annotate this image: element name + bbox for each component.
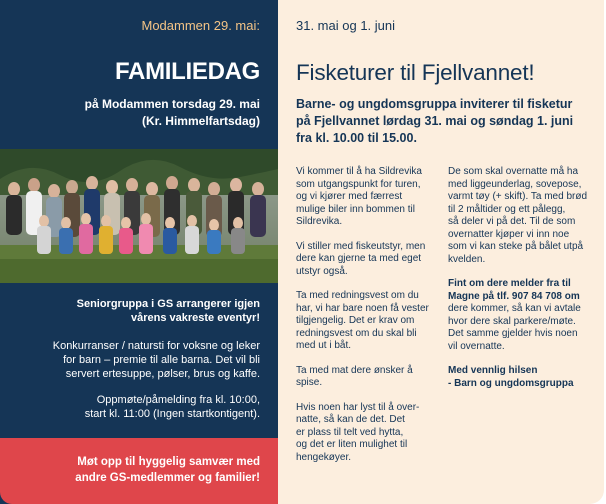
text-line: hvor dere skal parkere/møte. bbox=[448, 315, 576, 327]
text-line: med liggeunderlag, sovepose, bbox=[448, 178, 582, 190]
text-line: utstyr også. bbox=[296, 265, 348, 277]
text-line: vil overnatte. bbox=[448, 340, 505, 352]
text-line: fra kl. 10.00 til 15.00. bbox=[296, 131, 417, 145]
text-line: på Fjellvannet lørdag 31. mai og søndag 1. juni bbox=[296, 114, 574, 128]
text-line: Møt opp til hyggelig samvær med bbox=[77, 456, 260, 468]
paragraph bbox=[296, 166, 438, 229]
fisketur-column-right bbox=[448, 166, 588, 402]
text-line: og det er liten mulighet til bbox=[296, 439, 408, 450]
text-line: Magne på tlf. 907 84 708 om bbox=[448, 290, 580, 302]
text-line: De som skal overnatte må ha bbox=[448, 166, 579, 177]
text-line: Ta med redningsvest om du bbox=[296, 290, 419, 301]
text-line: Fint om dere melder fra til bbox=[448, 278, 571, 289]
activities-paragraph bbox=[12, 339, 260, 381]
text-line: og vi kjører med færrest bbox=[296, 191, 403, 202]
fisketur-panel bbox=[278, 0, 604, 504]
text-line: overnatter kjøper vi inn noe bbox=[448, 228, 570, 240]
text-line: Oppmøte/påmelding fra kl. 10:00, bbox=[96, 394, 260, 406]
text-line: start kl. 11:00 (Ingen startkontigent). bbox=[84, 408, 260, 420]
fisketur-dates: 31. mai og 1. juni bbox=[296, 18, 396, 33]
text-line: som vi kan steke på bålet utpå bbox=[448, 241, 584, 252]
paragraph bbox=[296, 241, 438, 279]
text-line: dere kan gjerne ta med eget bbox=[296, 253, 422, 264]
text-line: mulige biler inn bommen til bbox=[296, 203, 415, 215]
signoff bbox=[448, 365, 588, 390]
text-line: vårens vakreste eventyr! bbox=[130, 312, 260, 324]
text-line: redningsvest om du skal bli bbox=[296, 327, 417, 339]
text-line: Det samme gjelder hvis noen bbox=[448, 328, 578, 339]
subtitle-line: (Kr. Himmelfartsdag) bbox=[141, 114, 260, 128]
text-line: Sildrevika. bbox=[296, 216, 343, 227]
text-line: Konkurranser / natursti for voksne og leker bbox=[52, 340, 260, 352]
paragraph bbox=[296, 365, 438, 390]
text-line: Vi kommer til å ha Sildrevika bbox=[296, 166, 422, 177]
familiedag-body bbox=[0, 283, 278, 438]
event-date: Modammen 29. mai: bbox=[141, 18, 260, 33]
call-to-action-banner bbox=[0, 438, 278, 504]
fisketur-column-left bbox=[296, 166, 438, 476]
text-line: Hvis noen har lyst til å over- bbox=[296, 401, 420, 413]
text-line: så deler vi på det. Til de som bbox=[448, 216, 576, 227]
event-title: FAMILIEDAG bbox=[115, 58, 260, 85]
text-line: natte, så kan de det. Det bbox=[296, 414, 405, 425]
text-line: har, vi har bare noen få vester bbox=[296, 302, 429, 314]
meeting-time-paragraph bbox=[12, 393, 260, 421]
group-photo-image bbox=[0, 149, 278, 283]
text-line: for barn – premie til alle barna. Det vil bli bbox=[63, 354, 260, 366]
text-line: servert ertesuppe, pølser, brus og kaffe. bbox=[65, 368, 260, 380]
paragraph bbox=[296, 290, 438, 353]
text-line: - Barn og ungdomsgruppa bbox=[448, 377, 574, 389]
paragraph bbox=[296, 402, 438, 465]
text-line: hengekøyer. bbox=[296, 451, 352, 463]
senior-announcement bbox=[12, 297, 260, 325]
text-line: Med vennlig hilsen bbox=[448, 365, 538, 376]
text-line: Vi stiller med fiskeutstyr, men bbox=[296, 240, 426, 252]
paragraph bbox=[448, 166, 588, 266]
text-line: varmt tøy (+ skift). Ta med brød bbox=[448, 191, 588, 202]
text-line: med ut i båt. bbox=[296, 340, 352, 351]
familiedag-panel bbox=[0, 0, 278, 504]
subtitle-line: på Modammen torsdag 29. mai bbox=[84, 97, 260, 111]
familiedag-header bbox=[0, 0, 278, 146]
text-line: Barne- og ungdomsgruppa inviterer til fisketur bbox=[296, 97, 573, 111]
fisketur-lead bbox=[296, 96, 596, 147]
text-line: tilgjengelig. Det er krav om bbox=[296, 315, 415, 326]
text-line: dere kommer, så kan vi avtale bbox=[448, 303, 581, 314]
text-line: Ta med mat dere ønsker å bbox=[296, 364, 413, 376]
fisketur-title: Fisketurer til Fjellvannet! bbox=[296, 60, 535, 85]
text-line: til 2 måltider og ett pålegg, bbox=[448, 203, 566, 215]
text-line: andre GS-medlemmer og familier! bbox=[75, 472, 260, 484]
text-line: er plass til telt ved hytta, bbox=[296, 426, 404, 438]
paragraph bbox=[448, 278, 588, 353]
text-line: spise. bbox=[296, 377, 323, 388]
text-line: kvelden. bbox=[448, 253, 486, 265]
group-photo bbox=[0, 149, 278, 283]
text-line: som utgangspunkt for turen, bbox=[296, 178, 421, 190]
text-line: Seniorgruppa i GS arrangerer igjen bbox=[76, 298, 260, 310]
event-subtitle bbox=[85, 96, 260, 130]
